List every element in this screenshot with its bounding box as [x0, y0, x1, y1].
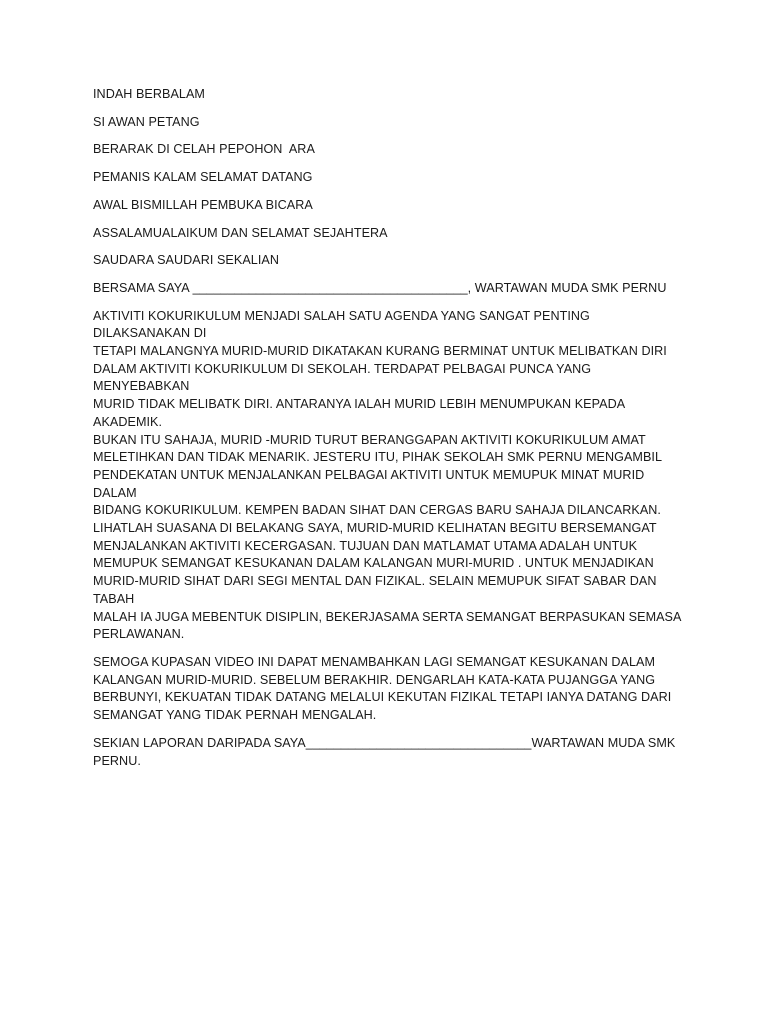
body-paragraph-1: AKTIVITI KOKURIKULUM MENJADI SALAH SATU AGENDA YANG SANGAT PENTING DILAKSANAKAN DI TETAPI MALANGNYA MURID-MURID DIKATAKAN KURANG BERMINAT UNTUK MELIBATKAN DIRI DALAM AKTIVITI KOKURIKULUM DI SEKOLAH. TERDAPAT PELBAGAI PUNCA YANG MENYEBABKAN MURID TIDAK MELIBATK DIRI. ANTARANYA IALAH MURID LEBIH MENUMPUKAN KEPADA AKADEMIK. BUKAN ITU SAHAJA, MURID -MURID TURUT BERANGGAPAN AKTIVITI KOKURIKULUM AMAT MELETIHKAN DAN TIDAK MENARIK. JESTERU ITU, PIHAK SEKOLAH SMK PERNU MENGAMBIL PENDEKATAN UNTUK MENJALANKAN PELBAGAI AKTIVITI UNTUK MEMUPUK MINAT MURID DALAM BIDANG KOKURIKULUM. KEMPEN BADAN SIHAT DAN CERGAS BARU SAHAJA DILANCARKAN. LIHATLAH SUASANA DI BELAKANG SAYA, MURID-MURID KELIHATAN BEGITU BERSEMANGAT MENJALANKAN AKTIVITI KECERGASAN. TUJUAN DAN MATLAMAT UTAMA ADALAH UNTUK MEMUPUK SEMANGAT KESUKANAN DALAM KALANGAN MURI-MURID . UNTUK MENJADIKAN MURID-MURID SIHAT DARI SEGI MENTAL DAN FIZIKAL. SELAIN MEMUPUK SIFAT SABAR DAN TABAH MALAH IA JUGA MEBENTUK DISIPLIN, BEKERJASAMA SERTA SEMANGAT BERPASUKAN SEMASA PERLAWANAN.: [93, 308, 682, 642]
verse-line-1: INDAH BERBALAM: [93, 87, 205, 101]
body-paragraph-2: SEMOGA KUPASAN VIDEO INI DAPAT MENAMBAHKAN LAGI SEMANGAT KESUKANAN DALAM KALANGAN MURID-MURID. SEBELUM BERAKHIR. DENGARLAH KATA-KATA PUJANGGA YANG BERBUNYI, KEKUATAN TIDAK DATANG MELALUI KEKUTAN FIZIKAL TETAPI IANYA DATANG DARI SEMANGAT YANG TIDAK PERNAH MENGALAH.: [93, 654, 672, 723]
closing-paragraph: SEKIAN LAPORAN DARIPADA SAYA________________________________WARTAWAN MUDA SMK PERNU.: [93, 735, 676, 768]
verse-line-3: BERARAK DI CELAH PEPOHON ARA: [93, 142, 315, 157]
verse-line-7: SAUDARA SAUDARI SEKALIAN: [93, 253, 279, 268]
verse-line-6: ASSALAMUALAIKUM DAN SELAMAT SEJAHTERA: [93, 225, 388, 240]
verse-line-2: SI AWAN PETANG: [93, 114, 200, 129]
intro-line: BERSAMA SAYA _______________________________________, WARTAWAN MUDA SMK PERNU: [93, 280, 667, 295]
verse-line-4: PEMANIS KALAM SELAMAT DATANG: [93, 170, 313, 185]
document-page: [93, 86, 683, 780]
verse-line-5: AWAL BISMILLAH PEMBUKA BICARA: [93, 197, 313, 212]
